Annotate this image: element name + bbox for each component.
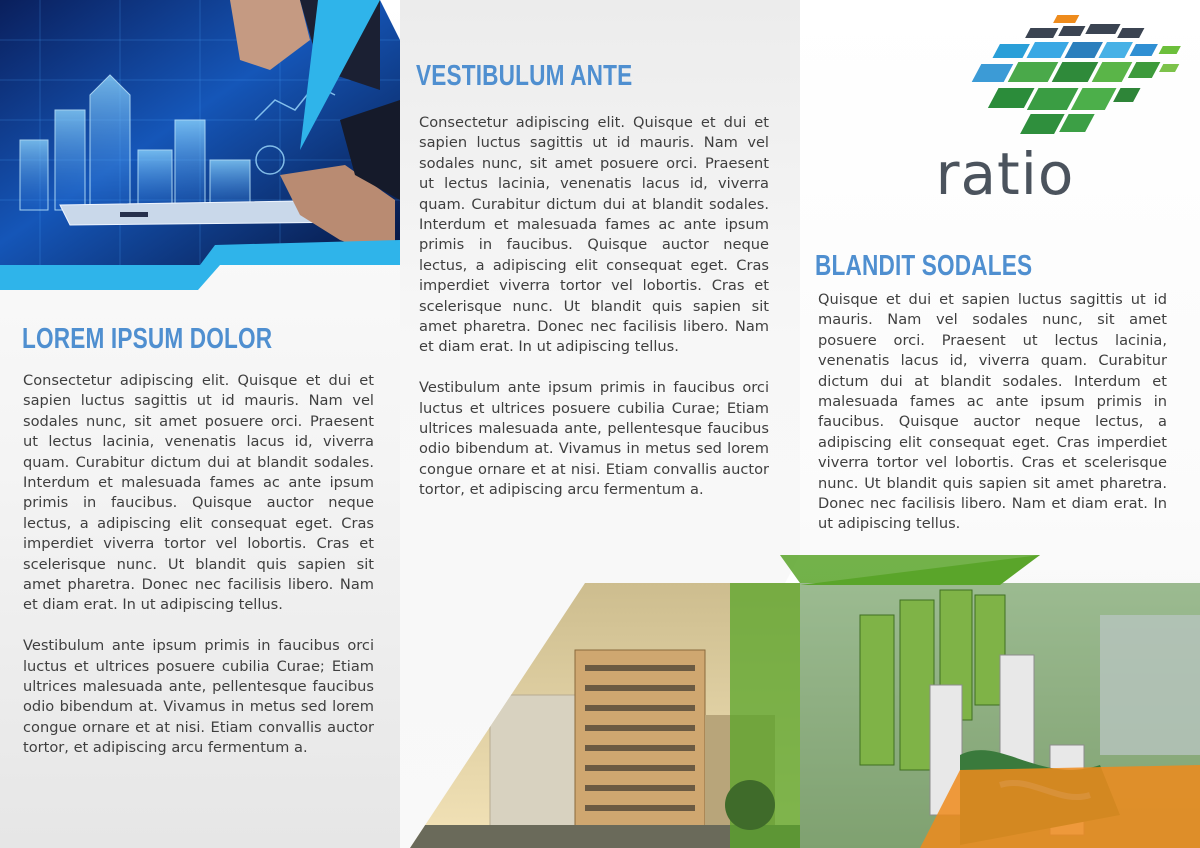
left-paragraph-1: Consectetur adipiscing elit. Quisque et dui et sapien luctus sagittis ut id mauris. Nam vel sodales nunc, sit amet posuere orci. Praesent ut lectus lacinia, venenatis lacus id, viverra quam. Curabitur dictum dui at blandit sodales. Interdum et malesuada fames ac ante ipsum primis in faucibus. Quisque auctor neque lectus, a adipiscing elit consequat eget. Cras imperdiet viverra tortor vel lobortis. Cras et scelerisque nunc. Ut blandit quis sapien sit amet pharetra. Donec nec facilisis libero. Nam et diam erat. In ut adipiscing tellus.: [23, 372, 374, 614]
right-body: [818, 290, 1167, 535]
right-paragraph-1: Quisque et dui et sapien luctus sagittis ut id mauris. Nam vel sodales nunc, sit amet posuere orci. Praesent ut lectus lacinia, venenatis lacus id, viverra quam. Curabitur dictum dui at blandit sodales. Interdum et malesuada fames ac ante ipsum primis in faucibus. Quisque auctor neque lectus, a adipiscing elit consequat eget. Cras imperdiet viverra tortor vel lobortis. Cras et scelerisque nunc. Ut blandit quis sapien sit amet pharetra. Donec nec facilisis libero. Nam et diam erat. In ut adipiscing tellus.: [818, 291, 1167, 533]
right-heading: BLANDIT SODALES: [815, 250, 1033, 282]
middle-body: [419, 113, 769, 501]
residential-towers-image: [400, 555, 1200, 848]
middle-paragraph-1: Consectetur adipiscing elit. Quisque et dui et sapien luctus sagittis ut id mauris. Nam vel sodales nunc, sit amet posuere orci. Praesent ut lectus lacinia, venenatis lacus id, viverra quam. Curabitur dictum dui at blandit sodales. Interdum et malesuada fames ac ante ipsum primis in faucibus. Quisque auctor neque lectus, a adipiscing elit consequat eget. Cras imperdiet viverra tortor vel lobortis. Cras et scelerisque nunc. Ut blandit quis sapien sit amet pharetra. Donec nec facilisis libero. Nam et diam erat. In ut adipiscing tellus.: [419, 114, 769, 356]
panel-left: [0, 0, 400, 848]
middle-paragraph-2: Vestibulum ante ipsum primis in faucibus orci luctus et ultrices posuere cubilia Curae; Etiam ultrices malesuada ante, pellentesque faucibus odio bibendum at. Vivamus in metus sed lorem congue ornare et at nisi. Etiam convallis auctor tortor, et adipiscing arcu fermentum a.: [419, 379, 769, 499]
middle-heading: VESTIBULUM ANTE: [416, 60, 633, 92]
left-heading: LOREM IPSUM DOLOR: [22, 323, 273, 355]
left-body: [23, 371, 374, 759]
logo-wordmark: ratio: [935, 140, 1075, 208]
tablet-hologram-city-image: [0, 0, 400, 290]
left-paragraph-2: Vestibulum ante ipsum primis in faucibus orci luctus et ultrices posuere cubilia Curae; Etiam ultrices malesuada ante, pellentesque faucibus odio bibendum at. Vivamus in metus sed lorem congue ornare et at nisi. Etiam convallis auctor tortor, et adipiscing arcu fermentum a.: [23, 637, 374, 757]
